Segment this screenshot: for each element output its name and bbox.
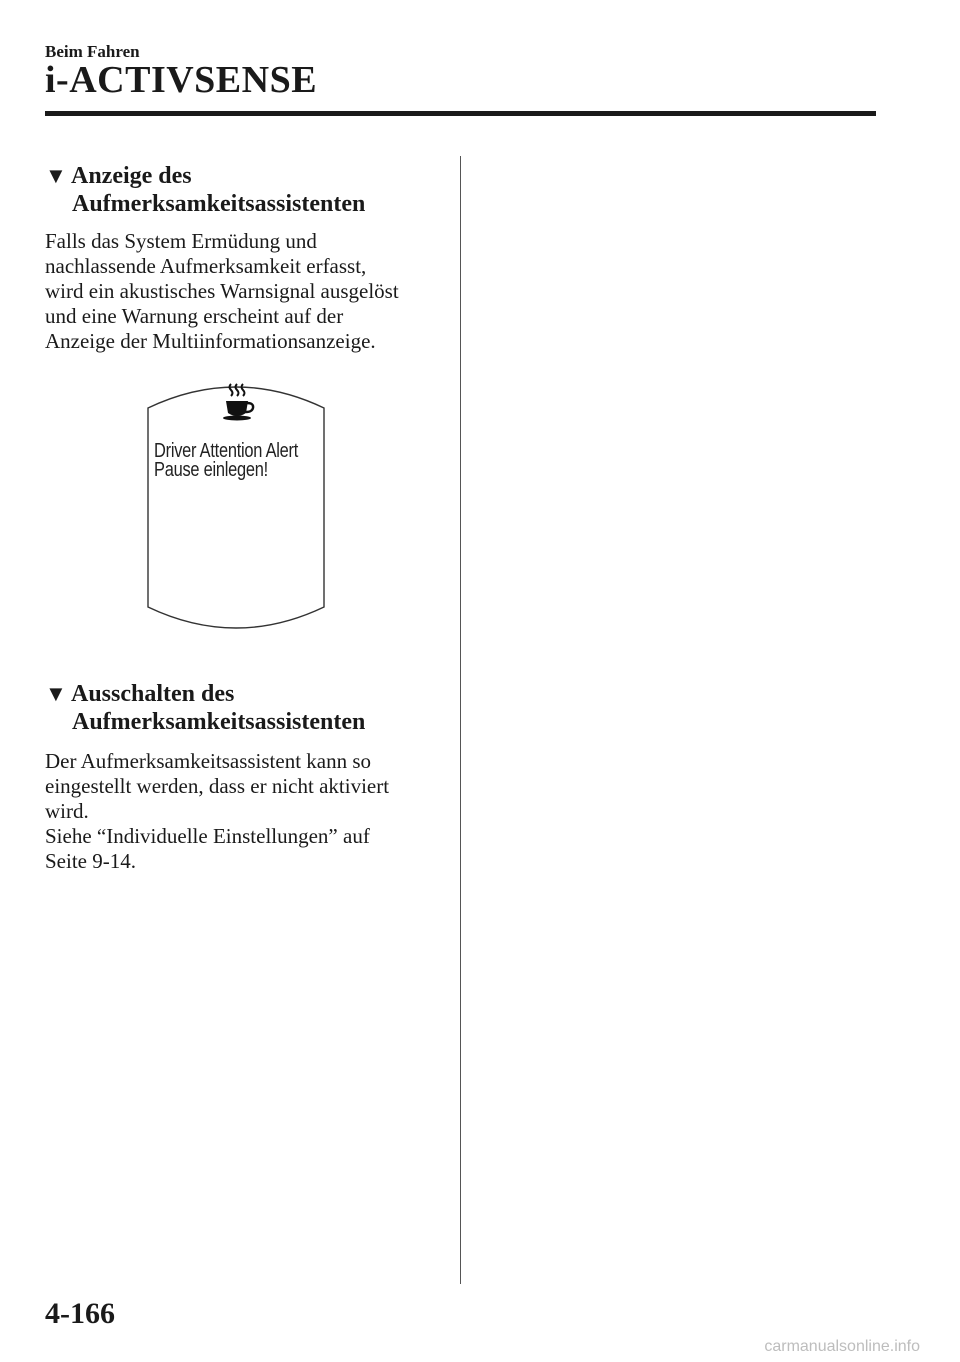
text-line: wird. (45, 799, 89, 823)
page-number: 4-166 (45, 1297, 115, 1330)
text-line: und eine Warnung erscheint auf der (45, 304, 344, 328)
section-title: i-ACTIVSENSE (45, 59, 318, 101)
header-rule (45, 111, 876, 116)
coffee-cup-icon (218, 380, 258, 424)
text-line: wird ein akustisches Warnsignal ausgelöst (45, 279, 399, 303)
heading-turn-off (45, 680, 365, 736)
chapter-label: Beim Fahren (45, 42, 140, 61)
text-line: Anzeige der Multiinformationsanzeige. (45, 329, 376, 353)
alert-text-line-2: Pause einlegen! (154, 459, 268, 481)
paragraph-turn-off (45, 749, 455, 874)
watermark: carmanualsonline.info (764, 1338, 920, 1355)
heading-line-1: Anzeige des (71, 163, 192, 189)
heading-line-1: Ausschalten des (71, 681, 235, 707)
multi-information-display-figure (140, 372, 340, 644)
text-line: Seite 9-14. (45, 849, 136, 873)
heading-line-2: Aufmerksamkeitsassistenten (72, 709, 366, 735)
text-line: nachlassende Aufmerksamkeit erfasst, (45, 254, 367, 278)
text-line: Siehe “Individuelle Einstellungen” auf (45, 824, 370, 848)
text-line: Der Aufmerksamkeitsassistent kann so (45, 749, 372, 773)
heading-line-2: Aufmerksamkeitsassistenten (72, 191, 366, 217)
alert-text-line-1: Driver Attention Alert (154, 440, 299, 462)
text-line: eingestellt werden, dass er nicht aktiviert (45, 774, 390, 798)
column-divider (460, 156, 461, 1284)
heading-display (45, 162, 365, 218)
triangle-marker-icon: ▼ (45, 163, 67, 188)
text-line: Falls das System Ermüdung und (45, 229, 317, 253)
paragraph-display (45, 229, 455, 354)
triangle-marker-icon: ▼ (45, 681, 67, 706)
